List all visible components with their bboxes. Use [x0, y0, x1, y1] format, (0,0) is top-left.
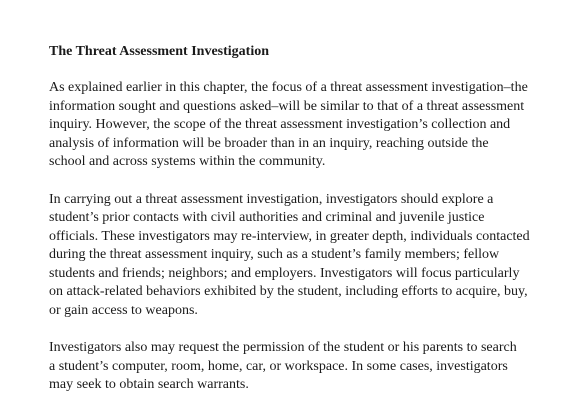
paragraph-line: a student’s computer, room, home, car, or workspace. In some cases, investigators — [49, 358, 508, 374]
paragraph-line: As explained earlier in this chapter, the focus of a threat assessment investigation–the — [49, 80, 528, 95]
paragraph-line: In carrying out a threat assessment investigation, investigators should explore a — [49, 191, 494, 207]
paragraph-1 — [49, 79, 559, 172]
paragraph-line: information sought and questions asked–will be similar to that of a threat assessment — [49, 98, 525, 114]
paragraph-line: may seek to obtain search warrants. — [49, 377, 249, 392]
paragraph-line: school and across systems within the community. — [49, 154, 326, 169]
paragraph-line: officials. These investigators may re-interview, in greater depth, individuals contacted — [49, 228, 530, 244]
paragraph-line: during the threat assessment inquiry, such as a student’s family members; fellow — [49, 247, 500, 262]
paragraph-line: Investigators also may request the permission of the student or his parents to search — [49, 340, 517, 355]
paragraph-line: students and friends; neighbors; and employers. Investigators will focus particularly — [49, 265, 520, 281]
section-heading: The Threat Assessment Investigation — [49, 44, 270, 59]
paragraph-line: on attack-related behaviors exhibited by the student, including efforts to acquire, buy, — [49, 284, 528, 299]
document-body — [49, 43, 559, 414]
paragraph-line: student’s prior contacts with civil authorities and criminal and juvenile justice — [49, 210, 485, 225]
paragraph-2 — [49, 191, 559, 321]
paragraph-line: inquiry. However, the scope of the threat assessment investigation’s collection and — [49, 117, 511, 132]
paragraph-3 — [49, 339, 559, 395]
paragraph-line: or gain access to weapons. — [49, 302, 198, 318]
paragraph-line: analysis of information will be broader than in an inquiry, reaching outside the — [49, 135, 489, 151]
